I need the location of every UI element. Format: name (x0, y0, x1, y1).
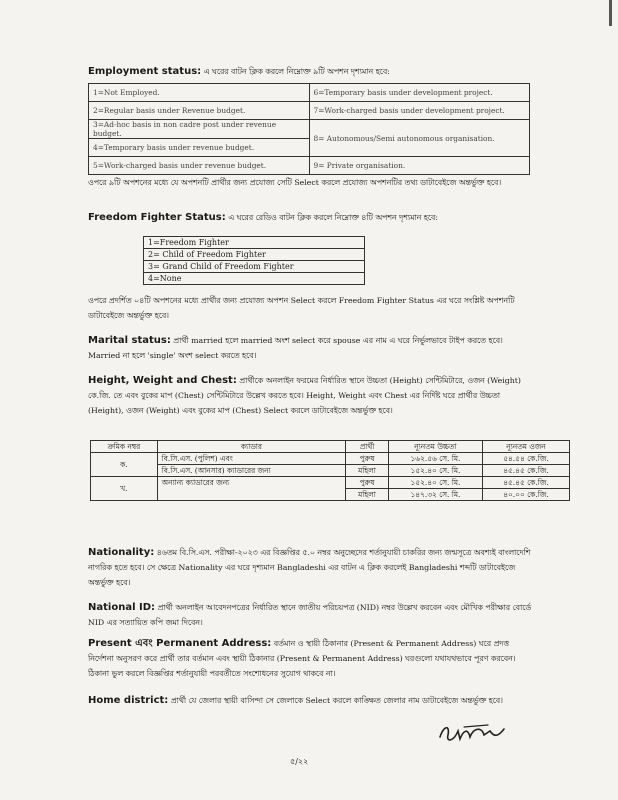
employment-option: 2=Regular basis under Revenue budget. (89, 102, 310, 120)
table-cell: বি.সি.এস. (আনসার) ক্যাডারের জন্য (157, 465, 346, 477)
table-header: ক্যাডার (157, 441, 346, 453)
freedom-intro (88, 210, 536, 225)
height-text: প্রার্থীকে অনলাইন ফরমের নির্ধারিত স্থানে উচ্চতা (Height) সেন্টিমিটারে, ওজন (Weight) কে.জি. তে এবং বুকের মাপ (Chest) সেন্টিমিটারে উল্লেখ করতে হবে। Height, Weight এবং Chest এর নির্দিষ্ট ঘরে প্রার্থীর উচ্চতা (Height), ওজন (Weight) এবং বুকের মাপ (Chest) Select করলে ডাটাবেইজে অন্তর্ভুক্ত হবে। (88, 376, 521, 415)
employment-option: 3=Ad-hoc basis in non cadre post under revenue budget. (89, 120, 310, 139)
table-cell: পুরুষ (346, 477, 389, 489)
employment-heading: Employment status: (88, 66, 202, 77)
table-header: ন্যূনতম ওজন (482, 441, 569, 453)
table-cell: ৪০.০০ কে.জি. (482, 489, 569, 501)
home-heading: Home district: (88, 695, 169, 706)
freedom-option: 4=None (144, 273, 365, 285)
employment-intro (88, 64, 536, 79)
table-cell: অন্যান্য ক্যাডারের জন্য (157, 477, 346, 501)
employment-option: 8= Autonomous/Semi autonomous organisation. (309, 120, 530, 157)
scan-edge-mark (609, 0, 612, 26)
height-heading: Height, Weight and Chest: (88, 375, 237, 386)
home-text: প্রার্থী যে জেলার স্থায়ী বাসিন্দা সে জেলাকে Select করলে কাঙ্ক্ষিত জেলার নাম ডাটাবেইজে অন্তর্ভুক্ত হবে। (168, 696, 503, 705)
table-cell: ৪৫.৪৫ কে.জি. (482, 465, 569, 477)
freedom-note: ওপরে প্রদর্শিত ০৪টি অপশনের মধ্যে প্রার্থীর জন্য প্রযোজ্য অপশন Select করলে Freedom Fighter Status এর ঘরে সংশ্লিষ্ট অপশনটি ডাটাবেইজে অন্তর্ভুক্ত হবে। (88, 296, 515, 320)
home-section (88, 693, 536, 708)
freedom-option: 2= Child of Freedom Fighter (144, 249, 365, 261)
freedom-options-table (143, 236, 365, 285)
freedom-intro-text: এ ঘরের রেডিও বাটন ক্লিক করলে নিম্নোক্ত ৪টি অপশন দৃশ্যমান হবে: (225, 213, 438, 222)
table-cell: ৪৫.৪৫ কে.জি. (482, 477, 569, 489)
employment-option: 5=Work-charged basis under revenue budget. (89, 157, 310, 175)
table-header: প্রার্থী (346, 441, 389, 453)
address-section (88, 636, 536, 681)
table-cell: ১৪৭.৩২ সে. মি. (388, 489, 482, 501)
table-cell: ১৬২.৫৬ সে. মি. (388, 453, 482, 465)
employment-option: 4=Temporary basis under revenue budget. (89, 139, 310, 157)
table-cell: মহিলা (346, 465, 389, 477)
table-cell: ৫৪.৫৪ কে.জি. (482, 453, 569, 465)
table-cell: ১৫২.৪০ সে. মি. (388, 465, 482, 477)
nid-text: প্রার্থী অনলাইন আবেদনপত্রের নির্ধারিত স্থানে জাতীয় পরিচয়পত্র (NID) নম্বর উল্লেখ করবেন এবং মৌখিক পরীক্ষার বোর্ডে NID এর সত্যায়িত কপি জমা দিবেন। (88, 603, 532, 627)
table-header: ন্যূনতম উচ্চতা (388, 441, 482, 453)
employment-option: 9= Private organisation. (309, 157, 530, 175)
nid-section (88, 600, 536, 630)
table-cell: পুরুষ (346, 453, 389, 465)
page-number: ৫/২২ (290, 757, 309, 766)
freedom-option: 3= Grand Child of Freedom Fighter (144, 261, 365, 273)
freedom-heading: Freedom Fighter Status: (88, 212, 226, 223)
nationality-section (88, 545, 536, 590)
nationality-heading: Nationality: (88, 547, 155, 558)
marital-text: প্রার্থী married হলে married অংশ select করে spouse এর নাম এ ঘরে নির্ভুলভাবে টাইপ করতে হবে। Married না হলে 'single' অংশ select করতে হবে। (88, 336, 503, 360)
table-cell: বি.সি.এস. (পুলিশ) এবং (157, 453, 346, 465)
address-text: বর্তমান ও স্থায়ী ঠিকানার (Present & Permanent Address) ঘরে প্রদত্ত নির্দেশনা অনুসরণ করে প্রার্থী তার বর্তমান এবং স্থায়ী ঠিকানার (Present & Permanent Address) ঘরগুলো যথাযথভাবে পূরণ করবেন। ঠিকানা ভুল করলে বিজ্ঞপ্তির শর্তানুযায়ী পরবর্তীতে সংশোধনের সুযোগ থাকবে না। (88, 639, 516, 678)
employment-options-table (88, 83, 530, 175)
employment-option: 7=Work-charged basis under development project. (309, 102, 530, 120)
freedom-option: 1=Freedom Fighter (144, 237, 365, 249)
table-cell: খ. (91, 477, 158, 501)
address-heading: Present এবং Permanent Address: (88, 638, 272, 649)
employment-intro-text: এ ঘরের বাটন ক্লিক করলে নিম্নোক্ত ৯টি অপশন দৃশ্যমান হবে: (201, 67, 390, 76)
height-section (88, 373, 536, 418)
nid-heading: National ID: (88, 602, 155, 613)
table-cell: ক. (91, 453, 158, 477)
nationality-text: ৪৬তম বি.সি.এস. পরীক্ষা-২০২৩ এর বিজ্ঞপ্তির ৫.০ নম্বর অনুচ্ছেদের শর্তানুযায়ী চাকরির জন্য জন্মসূত্রে অবশ্যই বাংলাদেশি নাগরিক হতে হবে। সে ক্ষেত্রে Nationality এর ঘরে দৃশ্যমান Bangladeshi এর বাটন এ ক্লিক করলেই Bangladeshi শব্দটি ডাটাবেইজে অন্তর্ভুক্ত হবে। (88, 548, 531, 587)
marital-section (88, 333, 536, 363)
employment-note: ওপরে ৯টি অপশনের মধ্যে যে অপশনটি প্রার্থীর জন্য প্রযোজ্য সেটি Select করলে প্রযোজ্য অপশনটির তথ্য ডাটাবেইজে অন্তর্ভুক্ত হবে। (88, 178, 502, 187)
table-header: ক্রমিক নম্বর (91, 441, 158, 453)
marital-heading: Marital status: (88, 335, 171, 346)
table-cell: মহিলা (346, 489, 389, 501)
table-cell: ১৫২.৪০ সে. মি. (388, 477, 482, 489)
height-weight-table (90, 440, 570, 501)
employment-option: 1=Not Employed. (89, 84, 310, 102)
employment-option: 6=Temporary basis under development project. (309, 84, 530, 102)
signature-image (434, 717, 524, 749)
